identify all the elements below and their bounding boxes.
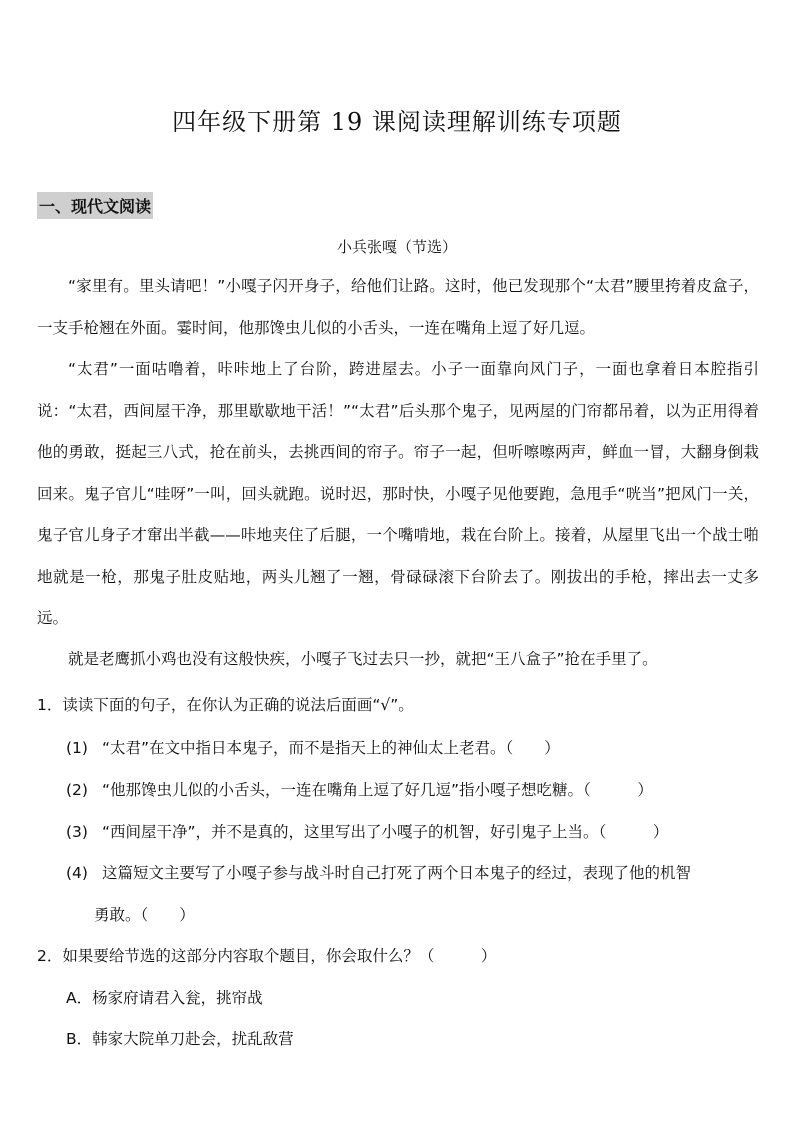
question-1-item — [66, 820, 668, 842]
passage-paragraph: 就是老鹰抓小鸡也没有这般快疾，小嘎子飞过去只一抄，就把“王八盒子”抢在手里了。 — [68, 650, 658, 668]
option-a: A．杨家府请君入瓮，挑帘战 — [66, 989, 263, 1007]
question-1-stem: 1．读读下面的句子，在你认为正确的说法后面画“√”。 — [37, 696, 414, 714]
item-number: (4) — [66, 864, 88, 882]
item-number: (1) — [66, 739, 88, 757]
item-text: “西间屋干净”，并不是真的，这里写出了小嘎子的机智，好引鬼子上当。（ ） — [102, 823, 669, 841]
item-text: “太君”在文中指日本鬼子，而不是指天上的神仙太上老君。（ ） — [102, 739, 560, 757]
document-title: 四年级下册第 19 课阅读理解训练专项题 — [172, 108, 622, 136]
question-1-item — [66, 778, 653, 800]
item-text: “他那馋虫儿似的小舌头，一连在嘴角上逗了好几逗”指小嘎子想吃糖。（ ） — [102, 781, 653, 799]
question-1-item-continued: 勇敢。（ ） — [94, 906, 195, 924]
passage-title: 小兵张嘎（节选） — [336, 238, 457, 256]
question-2-stem: 2．如果要给节选的这部分内容取个题目，你会取什么？（ ） — [37, 947, 497, 965]
option-b: B．韩家大院单刀赴会，扰乱敌营 — [66, 1030, 294, 1048]
item-number: (2) — [66, 781, 88, 799]
passage-paragraph: “家里有。里头请吧！”小嘎子闪开身子，给他们让路。这时，他已发现那个“太君”腰里挎着皮盒子，一支手枪翘在外面。霎时间，他那馋虫儿似的小舌头，一连在嘴角上逗了好几逗。 — [37, 277, 759, 337]
question-1-item — [66, 861, 691, 883]
item-number: (3) — [66, 823, 88, 841]
question-1-item — [66, 736, 560, 758]
passage-paragraph: “太君”一面咕噜着，咔咔地上了台阶，跨进屋去。小子一面靠向风门子，一面也拿着日本腔指引说：“太君，西间屋干净，那里歇歇地干活！”“太君”后头那个鬼子，见两屋的门帘都吊着，以为正用得着他的勇敢，挺起三八式，抢在前头，去挑西间的帘子。帘子一起，但听嚓嚓两声，鲜血一冒，大翻身倒栽回来。鬼子官儿“哇呀”一叫，回头就跑。说时迟，那时快，小嘎子见他要跑，急甩手“咣当”把风门一关，鬼子官儿身子才窜出半截——咔地夹住了后腿，一个嘴啃地，栽在台阶上。接着，从屋里飞出一个战士啪地就是一枪，那鬼子肚皮贴地，两头儿翘了一翘，骨碌碌滚下台阶去了。刚拔出的手枪，摔出去一丈多远。 — [37, 360, 759, 627]
item-text: 这篇短文主要写了小嘎子参与战斗时自己打死了两个日本鬼子的经过，表现了他的机智 — [102, 864, 692, 882]
section-heading: 一、现代文阅读 — [37, 192, 153, 219]
